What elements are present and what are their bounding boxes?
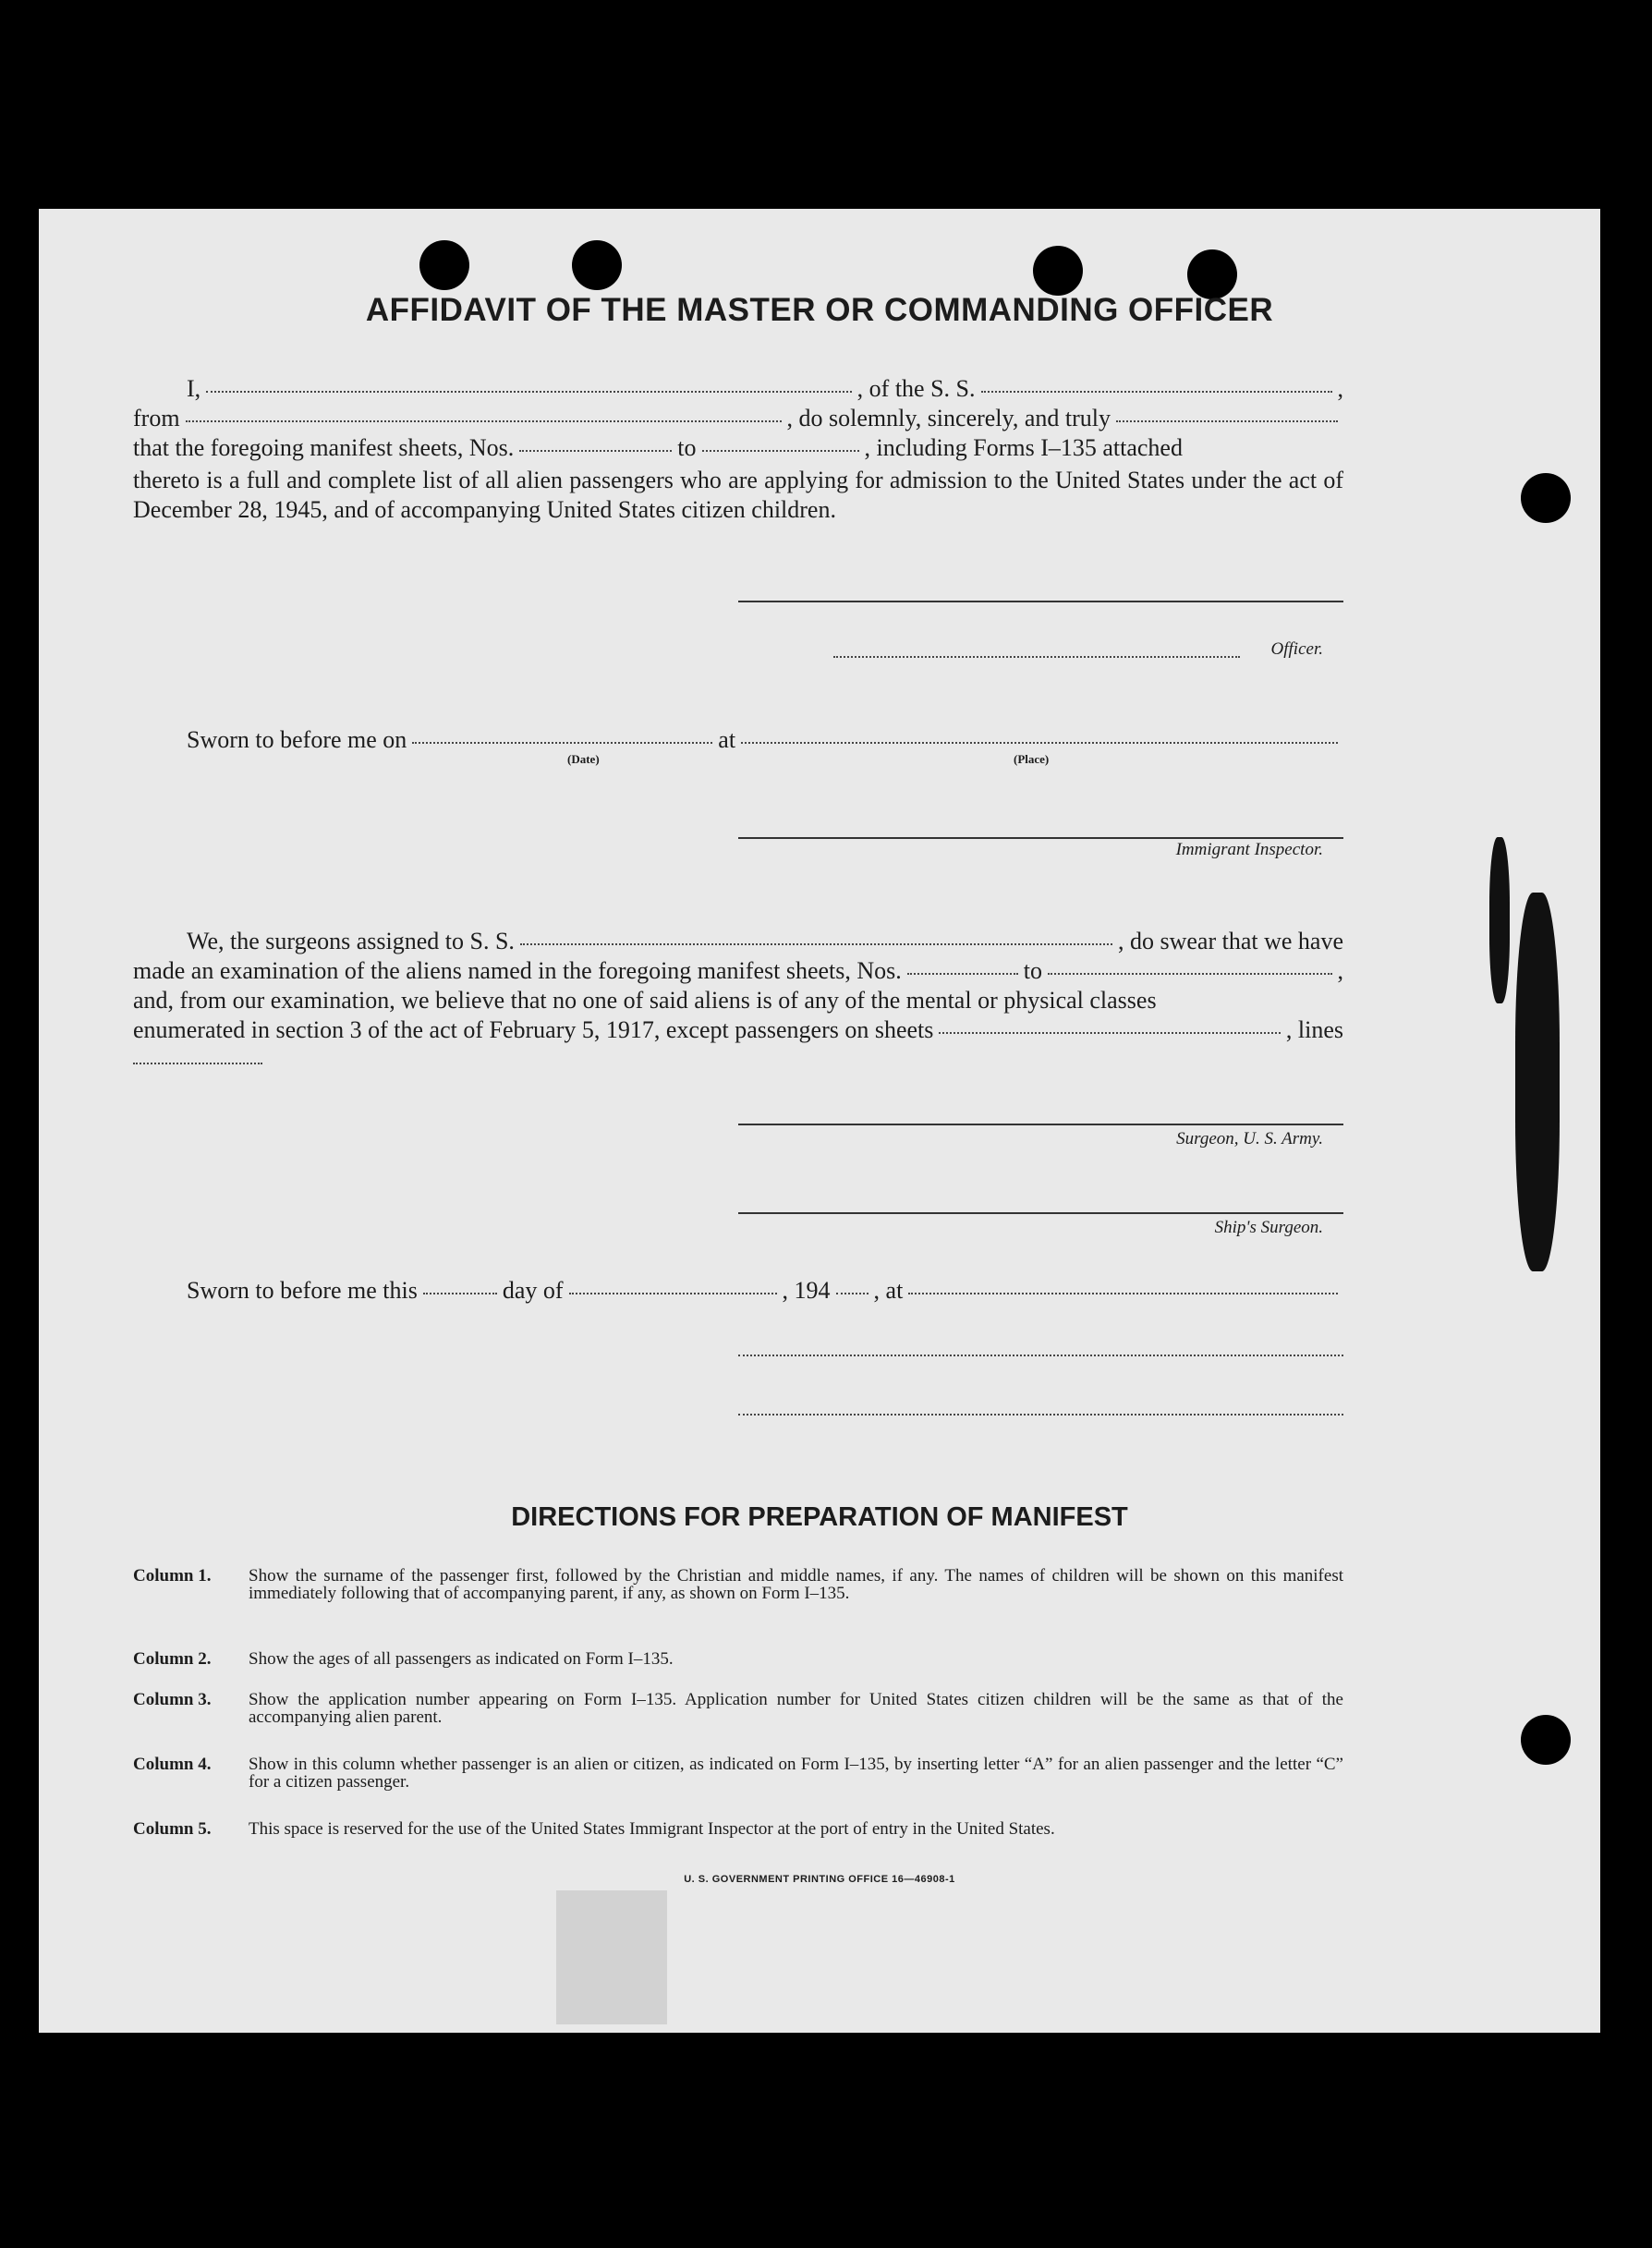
from-blank[interactable] bbox=[186, 420, 782, 422]
sworn-this-line: Sworn to before me this day of , 194 , at bbox=[187, 1277, 1343, 1305]
lines-blank[interactable] bbox=[133, 1063, 262, 1064]
from-line: from , do solemnly, sincerely, and truly bbox=[133, 405, 1343, 432]
ink-smear bbox=[1489, 837, 1510, 1003]
punch-hole bbox=[1521, 473, 1571, 523]
punch-hole bbox=[419, 240, 469, 290]
exam-from-blank[interactable] bbox=[907, 973, 1018, 975]
direction-item: Column 1. Show the surname of the passenger first, followed by the Christian and middle names, if any. The names of children will be shown on this manifest immediately following that of accompanying parent, if any, as shown on Form I–135. bbox=[133, 1566, 1343, 1603]
ship-surgeon-caption: Ship's Surgeon. bbox=[1214, 1218, 1323, 1237]
punch-hole bbox=[572, 240, 622, 290]
direction-item: Column 5. This space is reserved for the use of the United States Immigrant Inspector at the port of entry in the United States. bbox=[133, 1819, 1055, 1839]
officer-caption: Officer. bbox=[1270, 639, 1323, 659]
direction-item: Column 4. Show in this column whether passenger is an alien or citizen, as indicated on Form I–135, by inserting letter “A” for an alien passenger and the letter “C” for a citizen passenger. bbox=[133, 1755, 1343, 1792]
signature-line[interactable] bbox=[738, 601, 1343, 602]
direction-item: Column 2. Show the ages of all passengers as indicated on Form I–135. bbox=[133, 1649, 674, 1669]
name-blank[interactable] bbox=[206, 391, 851, 393]
name-line: I, , of the S. S. , bbox=[187, 375, 1343, 402]
except-sheets-blank[interactable] bbox=[939, 1032, 1280, 1034]
directions-title: DIRECTIONS FOR PREPARATION OF MANIFEST bbox=[511, 1502, 1128, 1532]
tape-stain bbox=[556, 1890, 667, 2024]
punch-hole bbox=[1033, 246, 1083, 296]
sworn-line: Sworn to before me on at bbox=[187, 726, 1343, 754]
direction-item: Column 3. Show the application number appearing on Form I–135. Application number for United States citizen children will be the same as that of the accompanying alien parent. bbox=[133, 1690, 1343, 1727]
year-blank[interactable] bbox=[836, 1293, 869, 1294]
army-surgeon-signature-line[interactable] bbox=[738, 1124, 1343, 1125]
day-blank[interactable] bbox=[423, 1293, 497, 1294]
place-label: (Place) bbox=[1014, 752, 1050, 766]
sworn-place-blank[interactable] bbox=[908, 1293, 1338, 1294]
ship-blank[interactable] bbox=[981, 391, 1332, 393]
surgeons-line: We, the surgeons assigned to S. S. , do swear that we have bbox=[187, 928, 1343, 954]
enumerated-line: enumerated in section 3 of the act of February 5, 1917, except passengers on sheets , lines bbox=[133, 1016, 1343, 1043]
examination-line: made an examination of the aliens named in the foregoing manifest sheets, Nos. to , bbox=[133, 957, 1343, 984]
surgeons-ship-blank[interactable] bbox=[520, 943, 1112, 945]
sheets-line: that the foregoing manifest sheets, Nos. to , including Forms I–135 attached bbox=[133, 434, 1183, 461]
sheet-to-blank[interactable] bbox=[702, 450, 859, 452]
punch-hole bbox=[1521, 1715, 1571, 1765]
ink-smear bbox=[1515, 893, 1560, 1271]
affidavit-body: thereto is a full and complete list of all alien passengers who are applying for admission to the United States under the act of December 28, 1945, and of accompanying United States citizen children. bbox=[133, 467, 1343, 523]
date-label: (Date) bbox=[567, 752, 600, 766]
month-blank[interactable] bbox=[569, 1293, 777, 1294]
form-page bbox=[39, 209, 1600, 2033]
inspector-caption: Immigrant Inspector. bbox=[1175, 840, 1323, 859]
sheet-from-blank[interactable] bbox=[519, 450, 672, 452]
ship-surgeon-signature-line[interactable] bbox=[738, 1212, 1343, 1214]
date-blank[interactable] bbox=[412, 742, 712, 744]
place-blank[interactable] bbox=[741, 742, 1338, 744]
sworn-signature-blank[interactable] bbox=[738, 1355, 1343, 1356]
affidavit-title: AFFIDAVIT OF THE MASTER OR COMMANDING OFFICER bbox=[365, 292, 1274, 328]
inspector-signature-line[interactable] bbox=[738, 837, 1343, 839]
truly-blank[interactable] bbox=[1116, 420, 1338, 422]
classes-line: and, from our examination, we believe that no one of said aliens is of any of the mental or physical classes bbox=[133, 987, 1157, 1014]
sworn-title-blank[interactable] bbox=[738, 1414, 1343, 1416]
printer-imprint: U. S. GOVERNMENT PRINTING OFFICE 16—46908-1 bbox=[684, 1874, 955, 1885]
army-surgeon-caption: Surgeon, U. S. Army. bbox=[1176, 1129, 1323, 1148]
exam-to-blank[interactable] bbox=[1048, 973, 1332, 975]
